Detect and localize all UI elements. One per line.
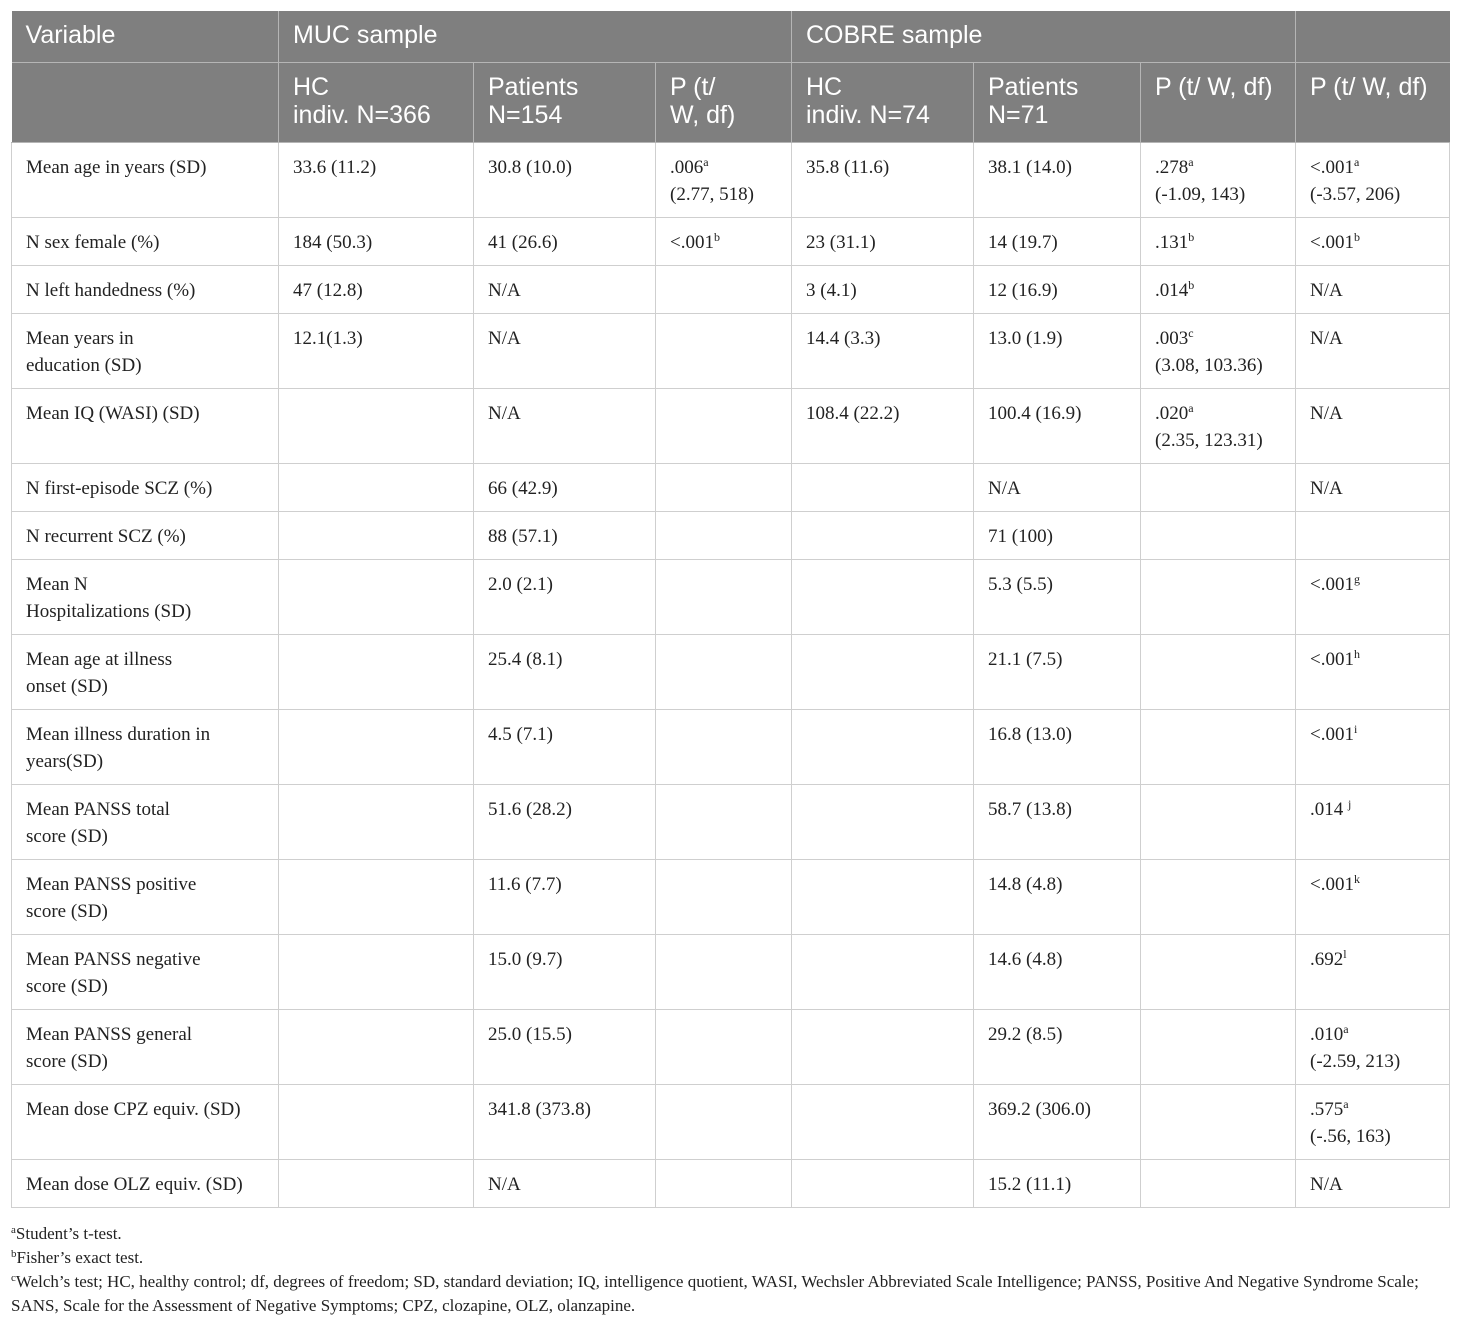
muc-hc-cell [279, 935, 474, 1010]
cobre-hc-cell [792, 560, 974, 635]
cobre-p-cell [1141, 1010, 1296, 1085]
muc-p-cell [656, 1010, 792, 1085]
cobre-patients-cell: 100.4 (16.9) [974, 389, 1141, 464]
header-muc-sample: MUC sample [279, 11, 792, 63]
variable-cell: Mean age at illness onset (SD) [12, 635, 279, 710]
between-p-cell: N/A [1296, 314, 1450, 389]
variable-cell: Mean PANSS positive score (SD) [12, 860, 279, 935]
cobre-p-cell: .278$^a$ (-1.09, 143) [1141, 143, 1296, 218]
cobre-patients-cell: 15.2 (11.1) [974, 1160, 1141, 1208]
muc-p-cell [656, 1160, 792, 1208]
table-row [12, 143, 1450, 218]
muc-patients-cell: 4.5 (7.1) [474, 710, 656, 785]
table-row [12, 266, 1450, 314]
variable-cell: N recurrent SCZ (%) [12, 512, 279, 560]
muc-patients-cell: 2.0 (2.1) [474, 560, 656, 635]
footnote [11, 1222, 1451, 1246]
footnote-text: Fisher’s exact test. [16, 1248, 144, 1267]
muc-patients-cell: 30.8 (10.0) [474, 143, 656, 218]
between-p-cell: $<.001^i$ [1296, 710, 1450, 785]
cobre-patients-cell: N/A [974, 464, 1141, 512]
muc-patients-cell: N/A [474, 314, 656, 389]
table-row [12, 512, 1450, 560]
header-cobre-patients: Patients N=71 [974, 63, 1141, 143]
cobre-patients-cell: 12 (16.9) [974, 266, 1141, 314]
footnote [11, 1246, 1451, 1270]
muc-p-cell [656, 1085, 792, 1160]
cobre-p-cell [1141, 560, 1296, 635]
cobre-p-cell [1141, 710, 1296, 785]
muc-patients-cell: N/A [474, 1160, 656, 1208]
muc-p-cell: <.001$^b$ [656, 218, 792, 266]
variable-cell: Mean IQ (WASI) (SD) [12, 389, 279, 464]
table-row [12, 785, 1450, 860]
variable-cell: Mean age in years (SD) [12, 143, 279, 218]
muc-hc-cell [279, 785, 474, 860]
table-row [12, 935, 1450, 1010]
between-p-cell: N/A [1296, 464, 1450, 512]
muc-patients-cell: 341.8 (373.8) [474, 1085, 656, 1160]
header-cobre-p: P (t/ W, df) [1141, 63, 1296, 143]
cobre-patients-cell: 21.1 (7.5) [974, 635, 1141, 710]
between-p-cell: <.001$^a$ (-3.57, 206) [1296, 143, 1450, 218]
cobre-hc-cell [792, 464, 974, 512]
cobre-hc-cell: 14.4 (3.3) [792, 314, 974, 389]
cobre-p-cell: .131$^b$ [1141, 218, 1296, 266]
cobre-patients-cell: 71 (100) [974, 512, 1141, 560]
cobre-patients-cell: 14.6 (4.8) [974, 935, 1141, 1010]
muc-p-cell [656, 860, 792, 935]
cobre-patients-cell: 38.1 (14.0) [974, 143, 1141, 218]
muc-p-cell [656, 464, 792, 512]
muc-p-cell [656, 512, 792, 560]
footnote-mark: a [11, 1224, 16, 1236]
table-body [12, 143, 1450, 1208]
header-comparison-group [1296, 11, 1450, 63]
muc-hc-cell: 12.1(1.3) [279, 314, 474, 389]
muc-patients-cell: 15.0 (9.7) [474, 935, 656, 1010]
muc-patients-cell: N/A [474, 266, 656, 314]
cobre-hc-cell: 23 (31.1) [792, 218, 974, 266]
muc-p-cell [656, 635, 792, 710]
between-p-cell: $<.001^k$ [1296, 860, 1450, 935]
cobre-p-cell: .014$^b$ [1141, 266, 1296, 314]
muc-p-cell [656, 710, 792, 785]
cobre-patients-cell: 369.2 (306.0) [974, 1085, 1141, 1160]
between-p-cell [1296, 512, 1450, 560]
between-p-cell: <.001$^g$ [1296, 560, 1450, 635]
table-row [12, 389, 1450, 464]
variable-cell: N sex female (%) [12, 218, 279, 266]
variable-cell: Mean PANSS general score (SD) [12, 1010, 279, 1085]
cobre-hc-cell: 3 (4.1) [792, 266, 974, 314]
muc-p-cell [656, 785, 792, 860]
muc-patients-cell: 51.6 (28.2) [474, 785, 656, 860]
header-between-p: P (t/ W, df) [1296, 63, 1450, 143]
table-row [12, 218, 1450, 266]
header-row-groups [12, 11, 1450, 63]
muc-hc-cell: 184 (50.3) [279, 218, 474, 266]
muc-patients-cell: 25.0 (15.5) [474, 1010, 656, 1085]
cobre-p-cell [1141, 1085, 1296, 1160]
header-muc-patients: Patients N=154 [474, 63, 656, 143]
cobre-patients-cell: 29.2 (8.5) [974, 1010, 1141, 1085]
table-row [12, 464, 1450, 512]
demographics-table [11, 11, 1450, 1208]
table-row [12, 1085, 1450, 1160]
cobre-hc-cell [792, 935, 974, 1010]
muc-patients-cell: 41 (26.6) [474, 218, 656, 266]
demographics-table-container [11, 11, 1449, 1208]
cobre-p-cell [1141, 785, 1296, 860]
cobre-patients-cell: 13.0 (1.9) [974, 314, 1141, 389]
header-blank [12, 63, 279, 143]
cobre-hc-cell [792, 1010, 974, 1085]
muc-hc-cell: 47 (12.8) [279, 266, 474, 314]
muc-p-cell [656, 266, 792, 314]
table-row [12, 1010, 1450, 1085]
header-cobre-sample: COBRE sample [792, 11, 1296, 63]
cobre-hc-cell [792, 710, 974, 785]
cobre-hc-cell [792, 635, 974, 710]
table-row [12, 1160, 1450, 1208]
cobre-p-cell [1141, 464, 1296, 512]
cobre-p-cell: .003$^c$ (3.08, 103.36) [1141, 314, 1296, 389]
variable-cell: Mean PANSS negative score (SD) [12, 935, 279, 1010]
cobre-p-cell: .020$^a$ (2.35, 123.31) [1141, 389, 1296, 464]
cobre-patients-cell: 14 (19.7) [974, 218, 1141, 266]
table-row [12, 314, 1450, 389]
muc-patients-cell: N/A [474, 389, 656, 464]
cobre-patients-cell: 58.7 (13.8) [974, 785, 1141, 860]
between-p-cell: .692$^l$ [1296, 935, 1450, 1010]
between-p-cell: N/A [1296, 389, 1450, 464]
muc-p-cell: .006$^a$ (2.77, 518) [656, 143, 792, 218]
header-cobre-hc: HC indiv. N=74 [792, 63, 974, 143]
muc-hc-cell [279, 464, 474, 512]
muc-patients-cell: 25.4 (8.1) [474, 635, 656, 710]
muc-hc-cell [279, 1160, 474, 1208]
footnote [11, 1270, 1451, 1318]
cobre-p-cell [1141, 1160, 1296, 1208]
footnote-mark: b [11, 1248, 17, 1260]
variable-cell: Mean dose OLZ equiv. (SD) [12, 1160, 279, 1208]
cobre-hc-cell [792, 860, 974, 935]
variable-cell: Mean PANSS total score (SD) [12, 785, 279, 860]
muc-p-cell [656, 935, 792, 1010]
header-muc-p: P (t/ W, df) [656, 63, 792, 143]
between-p-cell: .010$^a$ (-2.59, 213) [1296, 1010, 1450, 1085]
variable-cell: N left handedness (%) [12, 266, 279, 314]
cobre-hc-cell [792, 1160, 974, 1208]
header-row-columns [12, 63, 1450, 143]
muc-hc-cell [279, 635, 474, 710]
between-p-cell: <.001$^b$ [1296, 218, 1450, 266]
muc-p-cell [656, 314, 792, 389]
footnote-mark: c [11, 1272, 16, 1284]
variable-cell: Mean years in education (SD) [12, 314, 279, 389]
cobre-patients-cell: 16.8 (13.0) [974, 710, 1141, 785]
between-p-cell: .575$^a$ (-.56, 163) [1296, 1085, 1450, 1160]
cobre-hc-cell [792, 512, 974, 560]
footnote-text: Student’s t-test. [15, 1224, 122, 1243]
variable-cell: Mean illness duration in years(SD) [12, 710, 279, 785]
table-row [12, 860, 1450, 935]
muc-hc-cell [279, 710, 474, 785]
muc-hc-cell [279, 1010, 474, 1085]
between-p-cell: <.001$^h$ [1296, 635, 1450, 710]
variable-cell: Mean N Hospitalizations (SD) [12, 560, 279, 635]
cobre-hc-cell [792, 1085, 974, 1160]
header-muc-hc: HC indiv. N=366 [279, 63, 474, 143]
muc-p-cell [656, 560, 792, 635]
cobre-hc-cell: 35.8 (11.6) [792, 143, 974, 218]
table-row [12, 560, 1450, 635]
header-variable: Variable [12, 11, 279, 63]
muc-patients-cell: 66 (42.9) [474, 464, 656, 512]
variable-cell: N first-episode SCZ (%) [12, 464, 279, 512]
cobre-patients-cell: 5.3 (5.5) [974, 560, 1141, 635]
cobre-hc-cell [792, 785, 974, 860]
muc-hc-cell [279, 1085, 474, 1160]
between-p-cell: N/A [1296, 266, 1450, 314]
muc-patients-cell: 88 (57.1) [474, 512, 656, 560]
cobre-p-cell [1141, 935, 1296, 1010]
muc-hc-cell [279, 512, 474, 560]
variable-cell: Mean dose CPZ equiv. (SD) [12, 1085, 279, 1160]
muc-p-cell [656, 389, 792, 464]
footnote-text: Welch’s test; HC, healthy control; df, degrees of freedom; SD, standard deviation; IQ, intelligence quotient, WASI, Wechsler Abbreviated Scale Intelligence; PANSS, Positive And Negative Syndrome Scale; SANS, Scale for the Assessment of Negative Symptoms; CPZ, clozapine, OLZ, olanzapine. [11, 1272, 1419, 1315]
muc-hc-cell [279, 860, 474, 935]
cobre-p-cell [1141, 860, 1296, 935]
footnotes [11, 1222, 1451, 1318]
muc-hc-cell [279, 560, 474, 635]
table-row [12, 710, 1450, 785]
muc-patients-cell: 11.6 (7.7) [474, 860, 656, 935]
cobre-p-cell [1141, 635, 1296, 710]
table-row [12, 635, 1450, 710]
muc-hc-cell: 33.6 (11.2) [279, 143, 474, 218]
cobre-patients-cell: 14.8 (4.8) [974, 860, 1141, 935]
muc-hc-cell [279, 389, 474, 464]
cobre-p-cell [1141, 512, 1296, 560]
cobre-hc-cell: 108.4 (22.2) [792, 389, 974, 464]
between-p-cell: .014 $^j$ [1296, 785, 1450, 860]
between-p-cell: N/A [1296, 1160, 1450, 1208]
